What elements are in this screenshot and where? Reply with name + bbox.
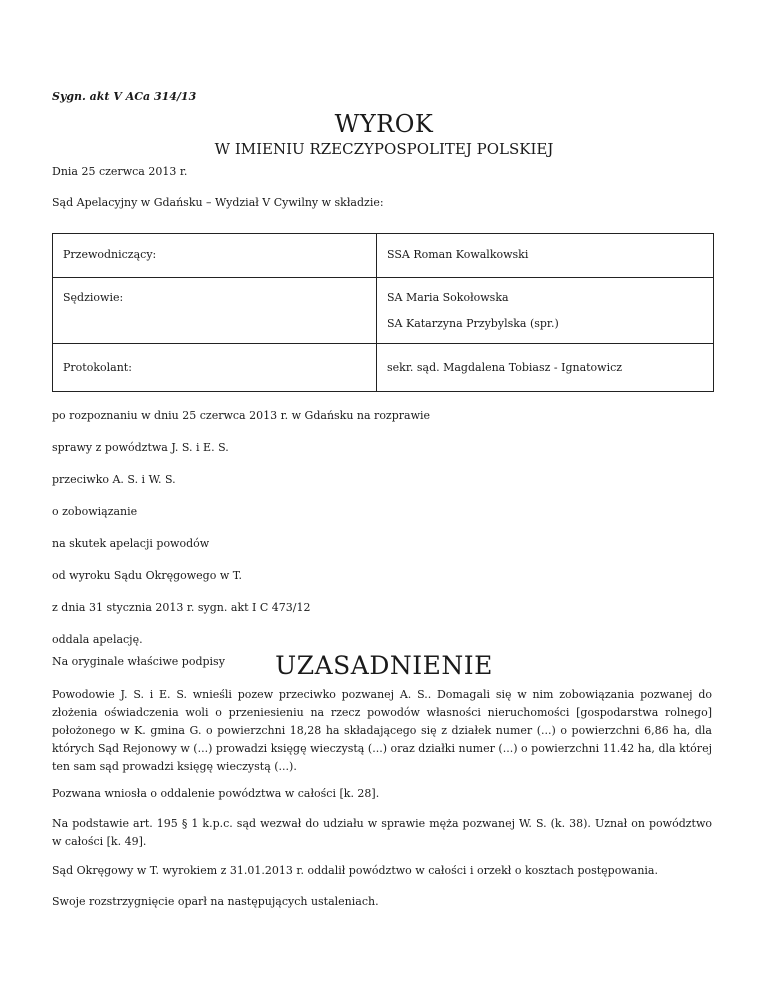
- document-subtitle: W IMIENIU RZECZYPOSPOLITEJ POLSKIEJ: [214, 140, 554, 158]
- chair-name: SSA Roman Kowalkowski: [387, 248, 529, 261]
- ruling-line: na skutek apelacji powodów: [52, 537, 210, 550]
- chair-label: Przewodniczący:: [63, 248, 157, 261]
- judges-label: Sędziowie:: [63, 291, 124, 304]
- ruling-line: od wyroku Sądu Okręgowego w T.: [52, 569, 242, 582]
- table-row: [53, 278, 714, 344]
- ruling-decision: oddala apelację.: [52, 633, 143, 646]
- ruling-line: z dnia 31 stycznia 2013 r. sygn. akt I C 473/12: [52, 601, 311, 614]
- case-signature: Sygn. akt V ACa 314/13: [52, 90, 197, 103]
- justification-paragraph: Powodowie J. S. i E. S. wnieśli pozew przeciwko pozwanej A. S.. Domagali się w nim zobowiązania pozwanej do złożenia oświadczenia woli o przeniesieniu na rzecz powodów własności nieruchomości [gospodarstwa rolnego] położonego w K. gmina G. o powierzchni 18,28 ha składającego się z działek numer (...) o powierzchni 6,86 ha, dla których Sąd Rejonowy w (...) prowadzi księgę wieczystą (...) oraz działki numer (...) o powierzchni 11.42 ha, dla której ten sam sąd prowadzi księgę wieczystą (...).: [52, 688, 712, 773]
- justification-paragraph: Na podstawie art. 195 § 1 k.p.c. sąd wezwał do udziału w sprawie męża pozwanej W. S. (k. 38). Uznał on powództwo w całości [k. 49].: [52, 817, 712, 848]
- justification-heading: UZASADNIENIE: [275, 651, 493, 680]
- justification-paragraph: Pozwana wniosła o oddalenie powództwa w całości [k. 28].: [52, 787, 380, 800]
- justification-paragraph: Swoje rozstrzygnięcie oparł na następujących ustaleniach.: [52, 895, 379, 908]
- judge-2-name: SA Katarzyna Przybylska (spr.): [387, 317, 559, 330]
- court-composition-table: [52, 233, 714, 392]
- judge-1-name: SA Maria Sokołowska: [387, 291, 509, 304]
- clerk-name: sekr. sąd. Magdalena Tobiasz - Ignatowicz: [387, 361, 623, 374]
- table-row: [53, 234, 714, 278]
- justification-paragraph: Sąd Okręgowy w T. wyrokiem z 31.01.2013 r. oddalił powództwo w całości i orzekł o kosztach postępowania.: [52, 864, 658, 877]
- signatures-note: Na oryginale właściwe podpisy: [52, 655, 225, 668]
- ruling-line: przeciwko A. S. i W. S.: [52, 473, 176, 486]
- ruling-line: sprawy z powództwa J. S. i E. S.: [52, 441, 229, 454]
- date-line: Dnia 25 czerwca 2013 r.: [52, 165, 188, 178]
- document-title: WYROK: [334, 110, 434, 138]
- ruling-line: o zobowiązanie: [52, 505, 138, 518]
- court-line: Sąd Apelacyjny w Gdańsku – Wydział V Cywilny w składzie:: [52, 196, 384, 209]
- clerk-label: Protokolant:: [63, 361, 132, 374]
- ruling-line: po rozpoznaniu w dniu 25 czerwca 2013 r. w Gdańsku na rozprawie: [52, 409, 431, 422]
- table-row: [53, 344, 714, 392]
